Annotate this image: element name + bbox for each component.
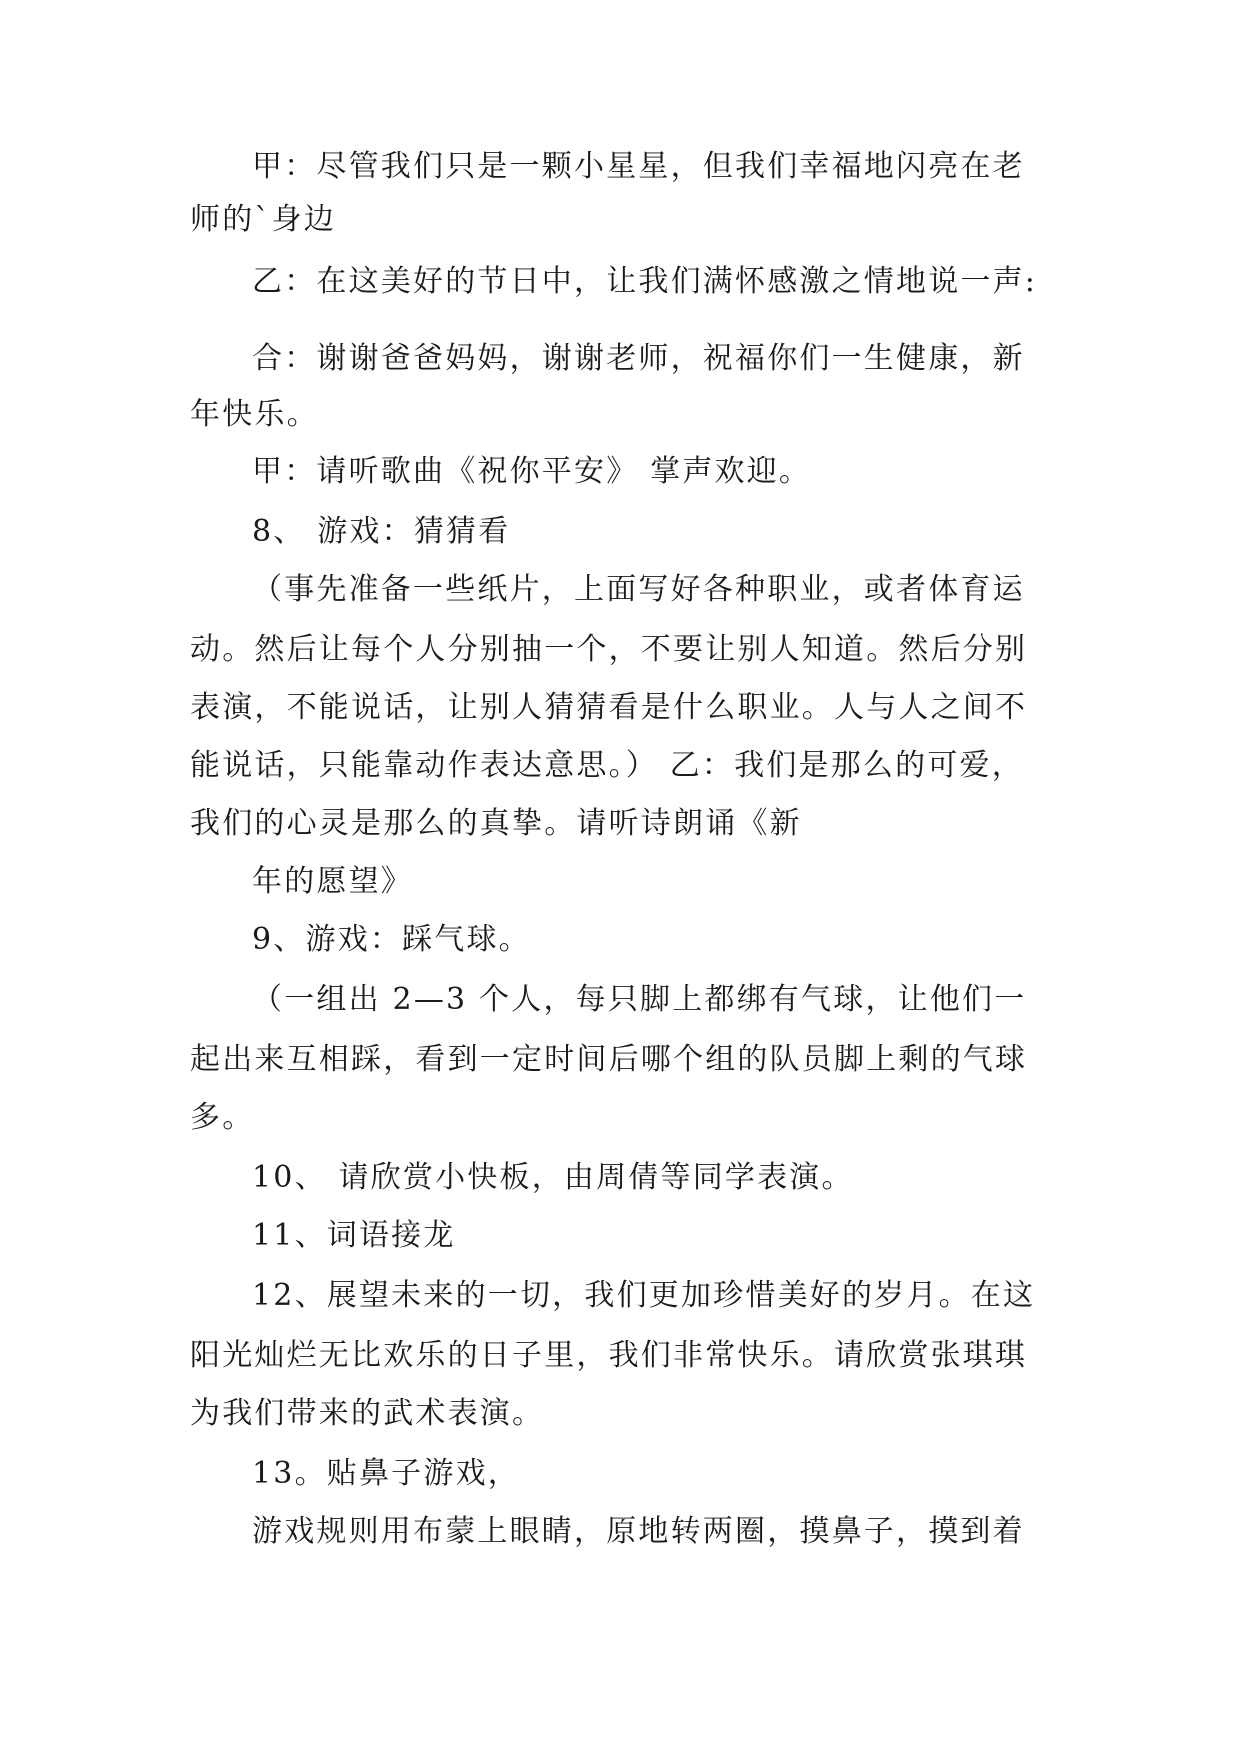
text-line: 多。 bbox=[190, 1100, 255, 1135]
text-line: 10、 请欣赏小快板，由周倩等同学表演。 bbox=[252, 1160, 854, 1195]
text-line: 年的愿望》 bbox=[252, 864, 413, 899]
text-line: 为我们带来的武术表演。 bbox=[190, 1396, 545, 1431]
text-line: 12、展望未来的一切，我们更加珍惜美好的岁月。在这 bbox=[252, 1278, 1036, 1313]
text-line: 游戏规则用布蒙上眼睛，原地转两圈，摸鼻子，摸到着 bbox=[252, 1514, 1025, 1549]
text-line: 13。贴鼻子游戏， bbox=[252, 1456, 520, 1491]
text-line: （一组出 2—3 个人，每只脚上都绑有气球，让他们一 bbox=[252, 982, 1027, 1017]
text-line: 动。然后让每个人分别抽一个，不要让别人知道。然后分别 bbox=[190, 632, 1028, 667]
text-line: 合：谢谢爸爸妈妈，谢谢老师，祝福你们一生健康，新 bbox=[252, 341, 1025, 376]
text-line: 师的`身边 bbox=[190, 202, 336, 237]
text-line: 乙：在这美好的节日中，让我们满怀感激之情地说一声: bbox=[252, 264, 1038, 299]
text-line: 11、词语接龙 bbox=[252, 1218, 456, 1253]
text-line: 甲：尽管我们只是一颗小星星，但我们幸福地闪亮在老 bbox=[252, 149, 1025, 184]
text-line: 阳光灿烂无比欢乐的日子里，我们非常快乐。请欣赏张琪琪 bbox=[190, 1338, 1028, 1373]
text-line: 起出来互相踩，看到一定时间后哪个组的队员脚上剩的气球 bbox=[190, 1042, 1028, 1077]
text-line: 甲：请听歌曲《祝你平安》 掌声欢迎。 bbox=[252, 454, 812, 489]
text-line: 9、游戏：踩气球。 bbox=[252, 922, 531, 957]
text-line: 能说话，只能靠动作表达意思。） 乙：我们是那么的可爱， bbox=[190, 748, 1024, 783]
text-line: 8、 游戏：猜猜看 bbox=[252, 514, 511, 549]
text-line: （事先准备一些纸片，上面写好各种职业，或者体育运 bbox=[252, 572, 1025, 607]
text-line: 我们的心灵是那么的真挚。请听诗朗诵《新 bbox=[190, 806, 802, 841]
text-line: 年快乐。 bbox=[190, 397, 319, 432]
text-line: 表演，不能说话，让别人猜猜看是什么职业。人与人之间不 bbox=[190, 690, 1028, 725]
